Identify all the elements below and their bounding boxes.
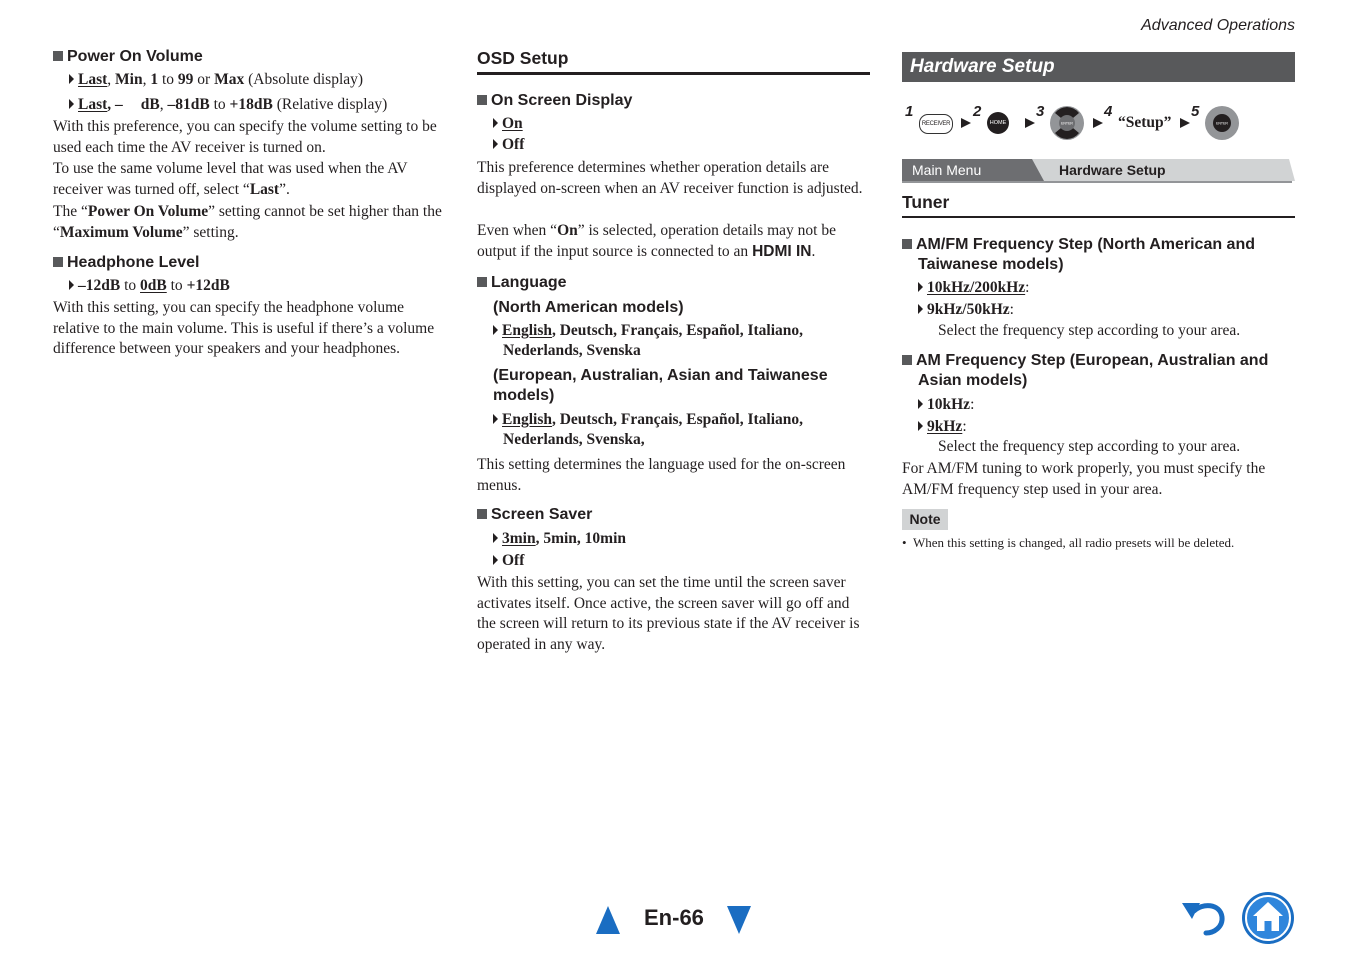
square-bullet-icon [477, 277, 487, 287]
amfm-step-desc: Select the frequency step according to your area. [938, 322, 1241, 339]
triangle-bullet-icon [69, 280, 74, 290]
note-text: • When this setting is changed, all radio presets will be deleted. [902, 535, 1235, 550]
amfm-option-10k200k: 10kHz/200kHz: [918, 278, 1029, 298]
osd-option-on: On [493, 114, 523, 134]
osd-setup-title: OSD Setup [477, 48, 569, 68]
power-on-volume-option-absolute: Last, Min, 1 to 99 or Max (Absolute display) [69, 70, 363, 90]
enter-button-icon [1204, 105, 1240, 141]
square-bullet-icon [53, 257, 63, 267]
enter-label: ENTER [1216, 121, 1228, 126]
language-heading: Language [477, 273, 567, 293]
am-step-desc: Select the frequency step according to your area. [938, 438, 1241, 455]
triangle-bullet-icon [918, 282, 923, 292]
headphone-level-heading: Headphone Level [53, 253, 199, 273]
screen-saver-desc: With this setting, you can set the time until the screen saver activates itself. Once active, the screen saver will go off and the screen will return to its previous state if the AV receiver is operated in any way. [477, 574, 860, 653]
home-icon[interactable] [1241, 891, 1295, 945]
amfm-option-9k50k: 9kHz/50kHz: [918, 300, 1014, 320]
triangle-bullet-icon [493, 414, 498, 424]
page-number: En-66 [644, 905, 704, 930]
breadcrumb [902, 159, 1295, 183]
hardware-setup-banner-title: Hardware Setup [910, 56, 1055, 77]
cursor-pad-updown-icon [1049, 105, 1085, 141]
power-on-volume-option-relative: Last, – dB, –81dB to +18dB (Relative display) [69, 95, 387, 115]
power-on-volume-heading: Power On Volume [53, 47, 203, 67]
language-na-options: English, Deutsch, Français, Español, Italiano, Nederlands, Svenska [493, 321, 873, 361]
osd-hdmi-note: Even when “On” is selected, operation details may not be output if the input source is connected to an HDMI IN. [477, 222, 836, 260]
language-na-subheading: (North American models) [493, 299, 684, 316]
arrow-right-icon [1093, 118, 1103, 128]
step-number-2: 2 [973, 103, 982, 120]
power-on-volume-limit-note: The “Power On Volume” setting cannot be set higher than the “Maximum Volume” setting. [53, 203, 442, 241]
frequency-step-body: For AM/FM tuning to work properly, you must specify the AM/FM frequency step used in your area. [902, 460, 1266, 498]
headphone-level-desc: With this setting, you can specify the headphone volume relative to the main volume. This is useful if there’s a volume difference between your speakers and your headphones. [53, 299, 435, 358]
am-option-9k: 9kHz: [918, 417, 967, 437]
square-bullet-icon [902, 239, 912, 249]
am-step-heading: AM Frequency Step (European, Australian and Asian models) [902, 351, 1303, 391]
arrow-right-icon [1180, 118, 1190, 128]
language-eu-options: English, Deutsch, Français, Español, Italiano, Nederlands, Svenska, [493, 410, 873, 450]
screen-saver-option-time: 3min, 5min, 10min [493, 529, 626, 549]
screen-saver-heading: Screen Saver [477, 505, 592, 525]
triangle-bullet-icon [493, 325, 498, 335]
triangle-bullet-icon [918, 399, 923, 409]
step-number-1: 1 [905, 103, 914, 120]
square-bullet-icon [902, 355, 912, 365]
note-label: Note [902, 509, 948, 530]
triangle-bullet-icon [918, 304, 923, 314]
amfm-step-heading: AM/FM Frequency Step (North American and Taiwanese models) [902, 235, 1298, 275]
tuner-rule [902, 216, 1295, 218]
hardware-setup-banner [902, 52, 1295, 82]
enter-label: ENTER [1061, 121, 1073, 126]
triangle-bullet-icon [69, 74, 74, 84]
navigation-steps [902, 100, 1295, 144]
triangle-bullet-icon [69, 99, 74, 109]
section-header: Advanced Operations [1141, 17, 1295, 34]
previous-page-arrow-icon[interactable] [596, 906, 620, 934]
on-screen-display-heading: On Screen Display [477, 91, 632, 111]
screen-saver-option-off: Off [493, 551, 524, 571]
arrow-right-icon [1025, 118, 1035, 128]
triangle-bullet-icon [493, 533, 498, 543]
triangle-bullet-icon [493, 555, 498, 565]
setup-menu-item-label: “Setup” [1118, 114, 1172, 131]
am-option-10k: 10kHz: [918, 395, 974, 415]
breadcrumb-main-menu: Main Menu [912, 162, 982, 178]
square-bullet-icon [53, 51, 63, 61]
receiver-button-icon: RECEIVER [919, 114, 953, 134]
triangle-bullet-icon [493, 118, 498, 128]
back-return-icon[interactable] [1180, 897, 1228, 937]
osd-setup-rule [477, 72, 870, 75]
triangle-bullet-icon [493, 139, 498, 149]
step-number-5: 5 [1191, 103, 1200, 120]
breadcrumb-hardware-setup: Hardware Setup [1059, 162, 1166, 178]
step-number-3: 3 [1036, 103, 1045, 120]
language-eu-subheading: (European, Australian, Asian and Taiwanese models) [493, 367, 828, 404]
square-bullet-icon [477, 95, 487, 105]
step-number-4: 4 [1104, 103, 1113, 120]
note-bullet: • [902, 535, 907, 550]
power-on-volume-last-note: To use the same volume level that was used when the AV receiver was turned off, select “Last”. [53, 160, 408, 198]
arrow-right-icon [961, 118, 971, 128]
language-desc: This setting determines the language used for the on-screen menus. [477, 456, 846, 494]
square-bullet-icon [477, 509, 487, 519]
next-page-arrow-icon[interactable] [727, 906, 751, 934]
osd-option-off: Off [493, 135, 524, 155]
triangle-bullet-icon [918, 421, 923, 431]
osd-desc: This preference determines whether operation details are displayed on-screen when an AV receiver function is adjusted. [477, 159, 863, 197]
power-on-volume-desc: With this preference, you can specify the volume setting to be used each time the AV receiver is turned on. [53, 118, 437, 156]
home-button-icon: HOME [987, 112, 1009, 134]
headphone-level-option: –12dB to 0dB to +12dB [69, 276, 230, 296]
tuner-title: Tuner [902, 192, 950, 212]
